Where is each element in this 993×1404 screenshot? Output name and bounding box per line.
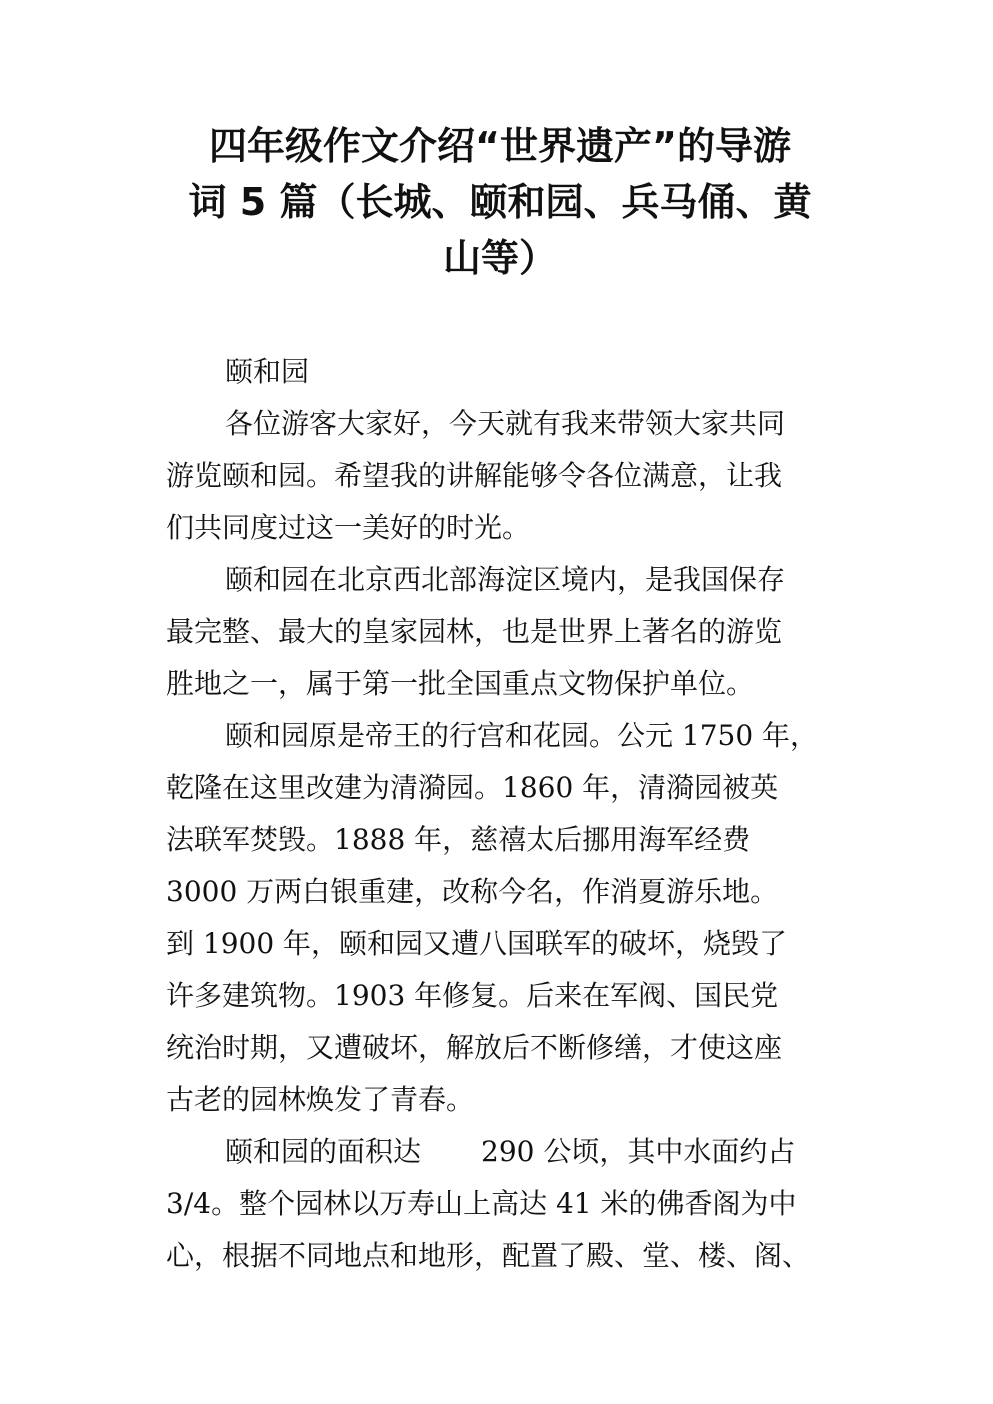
text-line: 心，根据不同地点和地形，配置了殿、堂、楼、阁、 (166, 1239, 811, 1272)
text-line: 颐和园在北京西北部海淀区境内，是我国保存 (225, 563, 786, 596)
text-line: 各位游客大家好，今天就有我来带领大家共同 (225, 407, 786, 440)
section-heading: 颐和园 (225, 355, 310, 388)
text-line: 胜地之一，属于第一批全国重点文物保护单位。 (166, 667, 755, 700)
text-line: 古老的园林焕发了青春。 (166, 1083, 475, 1116)
text-line: 乾隆在这里改建为清漪园。1860 年，清漪园被英 (166, 771, 779, 804)
paragraph-area (166, 1126, 856, 1282)
text-line: 统治时期，又遭破坏，解放后不断修缮，才使这座 (166, 1031, 783, 1064)
text-line: 游览颐和园。希望我的讲解能够令各位满意，让我 (166, 459, 783, 492)
text-line: 们共同度过这一美好的时光。 (166, 511, 531, 544)
text-line: 许多建筑物。1903 年修复。后来在军阀、国民党 (166, 979, 779, 1012)
paragraph-location (166, 554, 856, 710)
text-line: 到 1900 年，颐和园又遭八国联军的破坏，烧毁了 (166, 927, 788, 960)
text-line: 最完整、最大的皇家园林，也是世界上著名的游览 (166, 615, 783, 648)
text-fragment: 颐和园的面积达 (225, 1135, 422, 1168)
text-line: 3/4。整个园林以万寿山上高达 41 米的佛香阁为中 (166, 1187, 797, 1220)
text-fragment: 290 公顷，其中水面约占 (481, 1135, 796, 1168)
document-title (160, 118, 840, 286)
paragraph-greeting (166, 398, 856, 554)
text-line (166, 1126, 856, 1178)
title-line: 山等） (442, 236, 557, 280)
text-line: 3000 万两白银重建，改称今名，作消夏游乐地。 (166, 875, 779, 908)
document-body (166, 346, 856, 1282)
title-line: 词 5 篇（长城、颐和园、兵马俑、黄 (188, 180, 812, 224)
title-line: 四年级作文介绍“世界遗产”的导游 (209, 124, 791, 168)
text-line: 颐和园原是帝王的行宫和花园。公元 1750 年， (225, 719, 819, 752)
text-line: 法联军焚毁。1888 年，慈禧太后挪用海军经费 (166, 823, 751, 856)
paragraph-history (166, 710, 856, 1126)
